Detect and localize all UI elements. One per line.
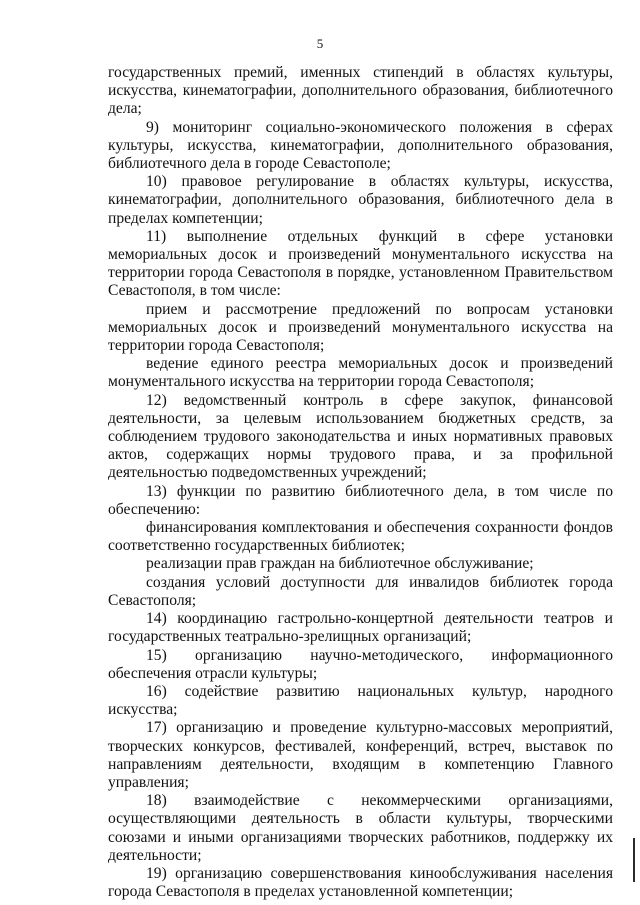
paragraph-item-15: 15) организацию научно-методического, информационного обеспечения отрасли культуры; [108, 646, 613, 682]
paragraph-item-13-sub-1: финансирования комплектования и обеспечения сохранности фондов соответственно государственных библиотек; [108, 519, 613, 555]
paragraph-item-9: 9) мониторинг социально-экономического положения в сферах культуры, искусства, кинематографии, дополнительного образования, библиотечного дела в городе Севастополе; [108, 118, 613, 173]
paragraph-item-17: 17) организацию и проведение культурно-массовых мероприятий, творческих конкурсов, фестивалей, конференций, встреч, выставок по направлениям деятельности, входящим в компетенцию Главного управления; [108, 719, 613, 791]
paragraph-item-13-sub-2: реализации прав граждан на библиотечное обслуживание; [146, 555, 534, 573]
paragraph-item-14: 14) координацию гастрольно-концертной деятельности театров и государственных театрально-зрелищных организаций; [108, 610, 613, 646]
page-number: 5 [316, 36, 324, 51]
paragraph-item-19: 19) организацию совершенствования кинообслуживания населения города Севастополя в пределах установленной компетенции; [108, 864, 613, 901]
paragraph-item-10: 10) правовое регулирование в областях культуры, искусства, кинематографии, дополнительного образования, библиотечного дела в пределах компетенции; [108, 173, 613, 227]
scan-edge-mark [633, 838, 635, 882]
paragraph-item-18: 18) взаимодействие с некоммерческими организациями, осуществляющими деятельность в области культуры, творческими союзами и иными организациями творческих работников, поддержку их деятельности; [108, 792, 613, 864]
paragraph-continuation: государственных премий, именных стипендий в областях культуры, искусства, кинематографии, дополнительного образования, библиотечного дела; [108, 64, 613, 118]
paragraph-item-16: 16) содействие развитию национальных культур, народного искусства; [108, 682, 613, 719]
paragraph-item-11-sub-1: прием и рассмотрение предложений по вопросам установки мемориальных досок и произведений монументального искусства на территории города Севастополя; [108, 300, 613, 355]
paragraph-item-13: 13) функции по развитию библиотечного дела, в том числе по обеспечению: [108, 482, 613, 518]
paragraph-item-12: 12) ведомственный контроль в сфере закупок, финансовой деятельности, за целевым использованием бюджетных средств, за соблюдением трудового законодательства и иных нормативных правовых актов, содержащих нормы трудового права, и за профильной деятельностью подведомственных учреждений; [108, 391, 613, 482]
paragraph-item-11: 11) выполнение отдельных функций в сфере установки мемориальных досок и произведений монументального искусства на территории города Севастополя в порядке, установленном Правительством Севастополя, в том числе: [108, 227, 613, 300]
paragraph-item-13-sub-3: создания условий доступности для инвалидов библиотек города Севастополя; [108, 573, 613, 609]
document-body [108, 64, 613, 901]
paragraph-item-11-sub-2: ведение единого реестра мемориальных досок и произведений монументального искусства на территории города Севастополя; [108, 355, 613, 391]
